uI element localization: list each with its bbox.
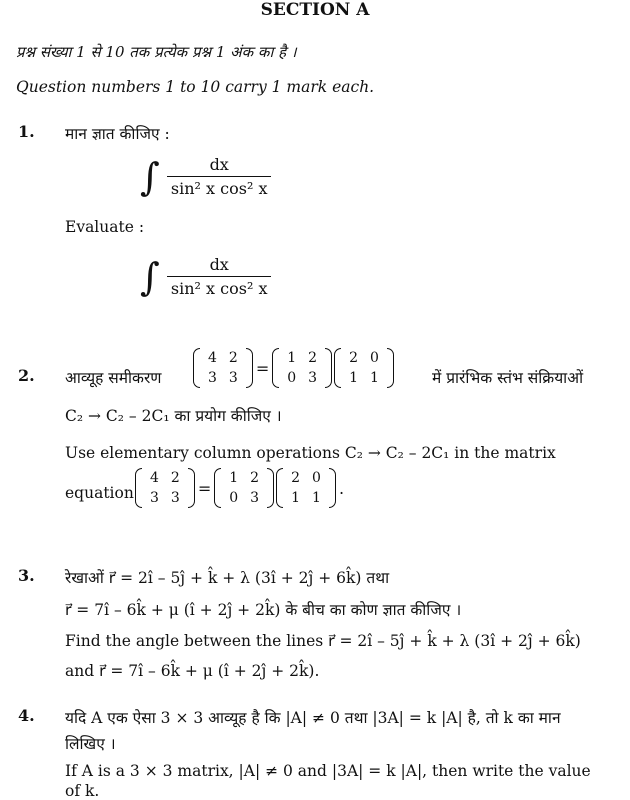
q2-english-line1: Use elementary column operations C₂ → C₂ – 2C₁ in the matrix [65,444,556,462]
equals-sign: = [197,478,212,498]
q1-integral-hindi [140,155,271,198]
q1-hindi-text: मान ज्ञात कीजिए : [65,125,170,143]
q2-hindi-line2 [65,404,282,426]
matrix-c: 2 0 1 1 [333,348,395,388]
q1-integral-english [140,255,271,298]
fraction-denominator: sin² x cos² x [167,276,272,298]
integral-sign-icon: ∫ [140,254,160,299]
question-number-4: 4. [18,706,35,725]
intro-english: Question numbers 1 to 10 carry 1 mark each. [16,78,375,96]
q2-hindi-end: का प्रयोग कीजिए । [174,407,282,425]
q1-english-text: Evaluate : [65,218,145,236]
integral-sign-icon: ∫ [140,154,160,199]
q2-english-pre: equation [65,484,134,502]
q2-matrix-equation-hindi [192,348,395,388]
section-title: SECTION A [260,0,370,20]
q2-hindi-post: में प्रारंभिक स्तंभ संक्रियाओं [432,369,584,387]
question-number-1: 1. [18,122,35,141]
matrix-b: 1 2 0 3 [213,468,275,508]
integral-fraction [167,155,272,198]
question-number-3: 3. [18,566,35,585]
matrix-a: 4 2 3 3 [134,468,196,508]
integral-fraction [167,255,272,298]
end-period: . [338,478,345,498]
q2-matrix-equation-english [134,468,346,508]
q3-english-line1: Find the angle between the lines r⃗ = 2î – 5ĵ + k̂ + λ (3î + 2ĵ + 6k̂) [65,632,581,650]
q4-english-line1: If A is a 3 × 3 matrix, |A| ≠ 0 and |3A| = k |A|, then write the value [65,762,591,780]
q2-hindi-pre: आव्यूह समीकरण [65,369,162,387]
q4-english-line2: of k. [65,782,100,800]
matrix-a: 4 2 3 3 [192,348,254,388]
equals-sign: = [255,358,270,378]
q3-hindi-line1: रेखाओं r⃗ = 2î – 5ĵ + k̂ + λ (3î + 2ĵ + 6k̂) तथा [65,569,390,587]
matrix-b: 1 2 0 3 [271,348,333,388]
q4-hindi-line1: यदि A एक ऐसा 3 × 3 आव्यूह है कि |A| ≠ 0 तथा |3A| = k |A| है, तो k का मान [65,709,561,727]
fraction-denominator: sin² x cos² x [167,176,272,198]
q3-english-line2: and r⃗ = 7î – 6k̂ + μ (î + 2ĵ + 2k̂). [65,662,320,680]
fraction-numerator: dx [209,255,229,274]
matrix-c: 2 0 1 1 [275,468,337,508]
intro-hindi: प्रश्न संख्या 1 से 10 तक प्रत्येक प्रश्न 1 अंक का है । [16,43,297,61]
q4-hindi-line2: लिखिए । [65,735,116,753]
question-number-2: 2. [18,366,35,385]
fraction-numerator: dx [209,155,229,174]
q3-hindi-line2: r⃗ = 7î – 6k̂ + μ (î + 2ĵ + 2k̂) के बीच का कोण ज्ञात कीजिए । [65,601,462,619]
column-operation: C₂ → C₂ – 2C₁ [65,407,170,425]
